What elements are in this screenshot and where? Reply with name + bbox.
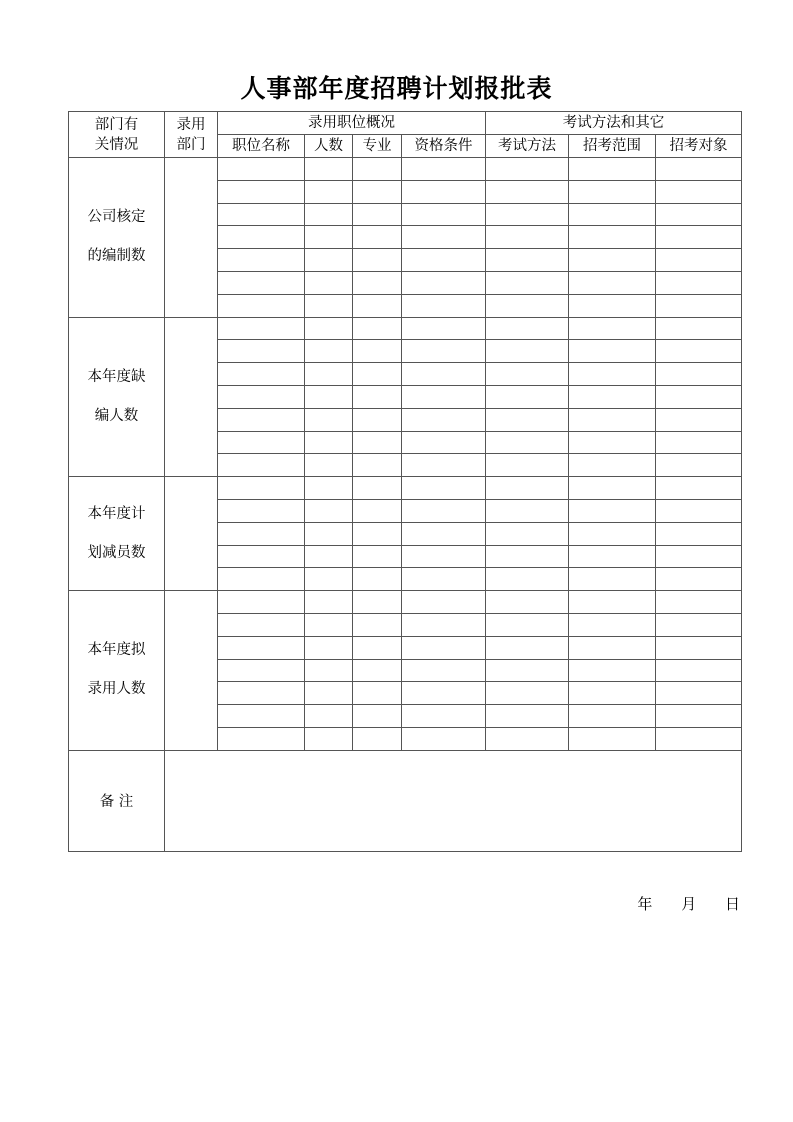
table-cell[interactable] <box>218 591 305 614</box>
table-cell[interactable] <box>305 180 353 203</box>
table-cell[interactable] <box>353 226 402 249</box>
column-header: 考试方法 <box>486 135 569 158</box>
table-cell[interactable] <box>353 249 402 272</box>
header-hire-dept-line2: 部门 <box>176 136 206 153</box>
table-cell[interactable] <box>486 203 569 226</box>
table-cell[interactable] <box>569 659 656 682</box>
table-cell[interactable] <box>656 431 742 454</box>
group-label-line2: 划减员数 <box>87 544 146 561</box>
table-cell[interactable] <box>353 613 402 636</box>
table-cell[interactable] <box>218 203 305 226</box>
table-cell[interactable] <box>305 317 353 340</box>
table-cell[interactable] <box>305 545 353 568</box>
table-cell[interactable] <box>353 317 402 340</box>
table-cell[interactable] <box>486 454 569 477</box>
table-cell[interactable] <box>486 682 569 705</box>
table-cell[interactable] <box>402 226 486 249</box>
table-cell[interactable] <box>486 545 569 568</box>
page-title: 人事部年度招聘计划报批表 <box>240 74 553 103</box>
table-cell[interactable] <box>569 568 656 591</box>
table-cell[interactable] <box>486 705 569 728</box>
table-cell[interactable] <box>402 271 486 294</box>
column-header: 资格条件 <box>402 135 486 158</box>
table-cell[interactable] <box>305 522 353 545</box>
table-cell[interactable] <box>305 659 353 682</box>
table-cell[interactable] <box>353 203 402 226</box>
hire-dept-cell[interactable] <box>165 158 218 318</box>
header-dept-info-line2: 关情况 <box>94 136 139 153</box>
table-cell[interactable] <box>569 499 656 522</box>
table-cell[interactable] <box>305 454 353 477</box>
header-dept-info <box>69 112 165 158</box>
table-cell[interactable] <box>218 727 305 750</box>
table-cell[interactable] <box>218 271 305 294</box>
table-cell[interactable] <box>305 636 353 659</box>
table-cell[interactable] <box>218 568 305 591</box>
table-cell[interactable] <box>569 363 656 386</box>
table-cell[interactable] <box>305 271 353 294</box>
header-exam-and-other: 考试方法和其它 <box>486 112 742 135</box>
table-cell[interactable] <box>353 499 402 522</box>
table-cell[interactable] <box>402 294 486 317</box>
table-cell[interactable] <box>402 363 486 386</box>
table-cell[interactable] <box>569 408 656 431</box>
table-cell[interactable] <box>656 682 742 705</box>
table-cell[interactable] <box>656 363 742 386</box>
table-cell[interactable] <box>656 180 742 203</box>
table-row <box>69 591 742 614</box>
table-cell[interactable] <box>402 249 486 272</box>
table-cell[interactable] <box>305 477 353 500</box>
table-cell[interactable] <box>656 568 742 591</box>
table-cell[interactable] <box>656 203 742 226</box>
hire-dept-cell[interactable] <box>165 317 218 477</box>
table-cell[interactable] <box>486 317 569 340</box>
table-cell[interactable] <box>353 454 402 477</box>
table-cell[interactable] <box>402 591 486 614</box>
table-cell[interactable] <box>305 613 353 636</box>
table-cell[interactable] <box>569 203 656 226</box>
table-cell[interactable] <box>353 727 402 750</box>
table-row <box>69 158 742 181</box>
table-cell[interactable] <box>353 385 402 408</box>
table-cell[interactable] <box>305 203 353 226</box>
table-cell[interactable] <box>486 294 569 317</box>
table-cell[interactable] <box>402 431 486 454</box>
table-cell[interactable] <box>353 294 402 317</box>
remarks-field[interactable] <box>165 750 742 851</box>
table-cell[interactable] <box>218 340 305 363</box>
table-cell[interactable] <box>402 636 486 659</box>
table-cell[interactable] <box>569 340 656 363</box>
table-cell[interactable] <box>353 545 402 568</box>
table-cell[interactable] <box>569 385 656 408</box>
table-cell[interactable] <box>402 203 486 226</box>
table-cell[interactable] <box>486 385 569 408</box>
table-cell[interactable] <box>402 682 486 705</box>
table-cell[interactable] <box>486 340 569 363</box>
table-cell[interactable] <box>402 385 486 408</box>
table-cell[interactable] <box>569 591 656 614</box>
table-cell[interactable] <box>305 705 353 728</box>
table-cell[interactable] <box>353 636 402 659</box>
table-cell[interactable] <box>353 477 402 500</box>
table-cell[interactable] <box>305 408 353 431</box>
table-cell[interactable] <box>402 659 486 682</box>
table-cell[interactable] <box>569 180 656 203</box>
table-cell[interactable] <box>656 499 742 522</box>
table-cell[interactable] <box>218 408 305 431</box>
table-cell[interactable] <box>353 682 402 705</box>
table-cell[interactable] <box>402 727 486 750</box>
table-cell[interactable] <box>353 158 402 181</box>
table-cell[interactable] <box>402 180 486 203</box>
table-cell[interactable] <box>486 659 569 682</box>
table-cell[interactable] <box>569 249 656 272</box>
table-cell[interactable] <box>353 431 402 454</box>
table-cell[interactable] <box>486 226 569 249</box>
table-cell[interactable] <box>486 249 569 272</box>
group-label-line2: 录用人数 <box>87 681 146 698</box>
table-cell[interactable] <box>218 613 305 636</box>
table-cell[interactable] <box>569 682 656 705</box>
table-cell[interactable] <box>486 727 569 750</box>
table-cell[interactable] <box>402 408 486 431</box>
table-cell[interactable] <box>486 522 569 545</box>
table-cell[interactable] <box>402 522 486 545</box>
table-cell[interactable] <box>305 385 353 408</box>
table-cell[interactable] <box>656 294 742 317</box>
table-cell[interactable] <box>353 591 402 614</box>
table-cell[interactable] <box>486 591 569 614</box>
group-label-line1: 本年度缺 <box>87 368 146 385</box>
table-cell[interactable] <box>656 477 742 500</box>
column-header: 职位名称 <box>218 135 305 158</box>
column-header: 招考对象 <box>656 135 742 158</box>
table-cell[interactable] <box>656 659 742 682</box>
group-label-line1: 本年度计 <box>87 505 146 522</box>
column-header: 招考范围 <box>569 135 656 158</box>
table-cell[interactable] <box>656 454 742 477</box>
column-header: 人数 <box>305 135 353 158</box>
group-label-line1: 本年度拟 <box>87 642 146 659</box>
table-cell[interactable] <box>656 545 742 568</box>
table-cell[interactable] <box>305 158 353 181</box>
table-cell[interactable] <box>486 499 569 522</box>
table-cell[interactable] <box>218 499 305 522</box>
table-cell[interactable] <box>353 180 402 203</box>
table-cell[interactable] <box>569 271 656 294</box>
table-cell[interactable] <box>402 158 486 181</box>
table-cell[interactable] <box>656 385 742 408</box>
table-cell[interactable] <box>218 249 305 272</box>
table-cell[interactable] <box>486 613 569 636</box>
table-cell[interactable] <box>218 659 305 682</box>
table-cell[interactable] <box>569 454 656 477</box>
table-cell[interactable] <box>305 499 353 522</box>
table-cell[interactable] <box>402 613 486 636</box>
table-cell[interactable] <box>305 363 353 386</box>
table-cell[interactable] <box>656 226 742 249</box>
table-cell[interactable] <box>305 727 353 750</box>
table-cell[interactable] <box>353 340 402 363</box>
table-cell[interactable] <box>486 568 569 591</box>
table-cell[interactable] <box>656 317 742 340</box>
table-cell[interactable] <box>218 385 305 408</box>
table-cell[interactable] <box>569 727 656 750</box>
table-cell[interactable] <box>656 271 742 294</box>
table-cell[interactable] <box>353 408 402 431</box>
table-cell[interactable] <box>218 317 305 340</box>
table-cell[interactable] <box>569 636 656 659</box>
hire-dept-cell[interactable] <box>165 477 218 591</box>
table-cell[interactable] <box>569 317 656 340</box>
table-cell[interactable] <box>305 568 353 591</box>
table-cell[interactable] <box>569 226 656 249</box>
table-cell[interactable] <box>656 340 742 363</box>
group-label <box>69 317 165 477</box>
table-cell[interactable] <box>402 317 486 340</box>
table-cell[interactable] <box>305 294 353 317</box>
group-label-line2: 编人数 <box>94 407 139 424</box>
header-hire-dept-line1: 录用 <box>176 116 206 133</box>
table-cell[interactable] <box>656 158 742 181</box>
remarks-label: 备 注 <box>69 750 165 851</box>
table-cell[interactable] <box>569 522 656 545</box>
table-cell[interactable] <box>218 545 305 568</box>
table-cell[interactable] <box>656 249 742 272</box>
table-cell[interactable] <box>569 705 656 728</box>
group-label-line1: 公司核定 <box>87 209 146 226</box>
table-cell[interactable] <box>218 158 305 181</box>
table-cell[interactable] <box>569 477 656 500</box>
table-cell[interactable] <box>486 408 569 431</box>
table-cell[interactable] <box>656 522 742 545</box>
table-cell[interactable] <box>218 363 305 386</box>
group-label <box>69 477 165 591</box>
table-cell[interactable] <box>353 659 402 682</box>
table-cell[interactable] <box>218 682 305 705</box>
table-cell[interactable] <box>486 158 569 181</box>
date-month: 月 <box>681 895 697 913</box>
table-cell[interactable] <box>218 226 305 249</box>
date-line <box>600 894 740 914</box>
table-row <box>69 477 742 500</box>
date-day: 日 <box>724 895 740 913</box>
table-cell[interactable] <box>218 477 305 500</box>
table-cell[interactable] <box>486 477 569 500</box>
table-row <box>69 317 742 340</box>
table-cell[interactable] <box>353 705 402 728</box>
table-cell[interactable] <box>656 591 742 614</box>
table-cell[interactable] <box>305 682 353 705</box>
table-cell[interactable] <box>353 522 402 545</box>
table-cell[interactable] <box>218 636 305 659</box>
table-cell[interactable] <box>569 545 656 568</box>
table-cell[interactable] <box>486 363 569 386</box>
table-cell[interactable] <box>656 636 742 659</box>
date-year: 年 <box>637 895 653 913</box>
table-cell[interactable] <box>402 340 486 363</box>
table-cell[interactable] <box>656 408 742 431</box>
table-cell[interactable] <box>305 431 353 454</box>
table-cell[interactable] <box>218 454 305 477</box>
table-cell[interactable] <box>486 180 569 203</box>
table-cell[interactable] <box>353 271 402 294</box>
table-cell[interactable] <box>569 158 656 181</box>
table-cell[interactable] <box>218 522 305 545</box>
table-cell[interactable] <box>305 591 353 614</box>
table-cell[interactable] <box>569 431 656 454</box>
table-cell[interactable] <box>218 705 305 728</box>
table-cell[interactable] <box>486 271 569 294</box>
table-cell[interactable] <box>218 180 305 203</box>
table-cell[interactable] <box>402 705 486 728</box>
table-cell[interactable] <box>402 477 486 500</box>
table-cell[interactable] <box>218 431 305 454</box>
table-cell[interactable] <box>305 249 353 272</box>
table-cell[interactable] <box>402 454 486 477</box>
table-cell[interactable] <box>656 727 742 750</box>
table-cell[interactable] <box>305 340 353 363</box>
table-cell[interactable] <box>569 294 656 317</box>
group-label-line2: 的编制数 <box>87 248 146 265</box>
recruitment-plan-table <box>68 111 742 852</box>
table-cell[interactable] <box>569 613 656 636</box>
table-cell[interactable] <box>353 363 402 386</box>
group-label <box>69 591 165 751</box>
table-cell[interactable] <box>353 568 402 591</box>
column-header: 专业 <box>353 135 402 158</box>
header-position-overview: 录用职位概况 <box>218 112 486 135</box>
table-cell[interactable] <box>402 545 486 568</box>
table-cell[interactable] <box>656 613 742 636</box>
table-cell[interactable] <box>486 636 569 659</box>
table-cell[interactable] <box>656 705 742 728</box>
table-cell[interactable] <box>305 226 353 249</box>
table-cell[interactable] <box>402 568 486 591</box>
table-cell[interactable] <box>402 499 486 522</box>
header-hire-dept <box>165 112 218 158</box>
hire-dept-cell[interactable] <box>165 591 218 751</box>
group-label <box>69 158 165 318</box>
header-dept-info-line1: 部门有 <box>94 116 139 133</box>
table-cell[interactable] <box>486 431 569 454</box>
table-cell[interactable] <box>218 294 305 317</box>
